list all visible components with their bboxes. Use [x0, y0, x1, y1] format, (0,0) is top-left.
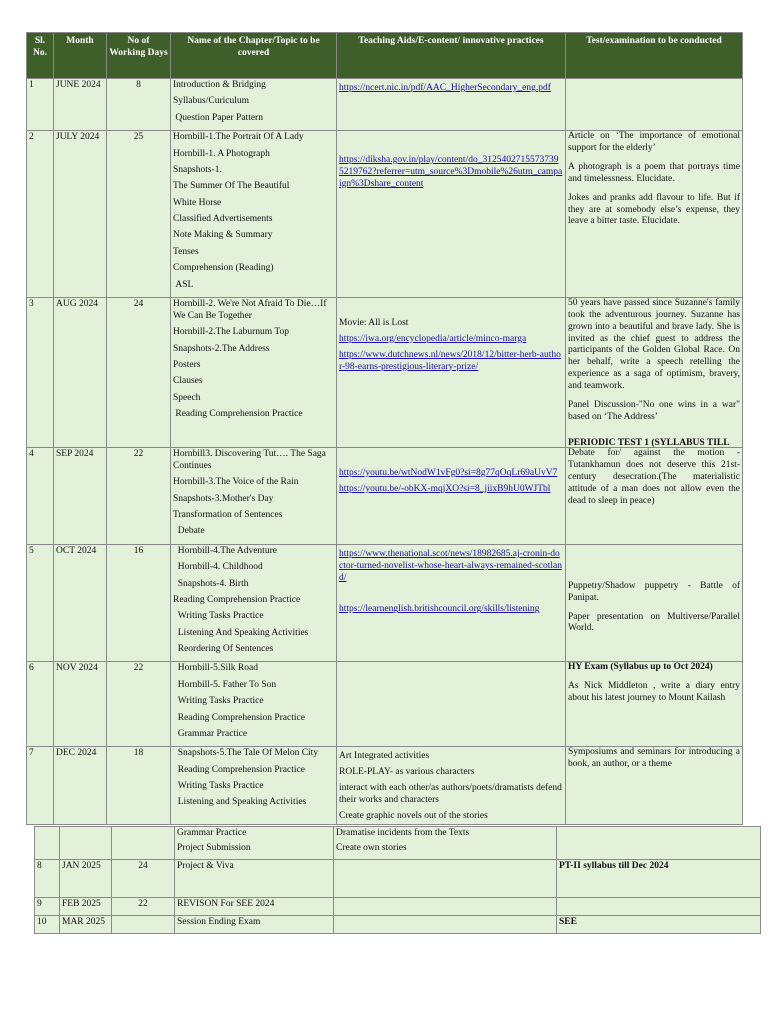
row-assessment [566, 747, 743, 824]
header-aids: Teaching Aids/E-content/ innovative practices [337, 33, 566, 79]
row-teaching-aids [334, 915, 557, 933]
topic-item: Snapshots-4. Birth [173, 578, 249, 589]
resource-link[interactable]: https://iwa.org/encyclopedia/article/minco-marga [339, 333, 527, 344]
topic-item: Classified Advertisements [173, 214, 273, 224]
topic-item: White Horse [173, 197, 222, 208]
row-topics [171, 131, 337, 298]
teaching-aid-text: Art Integrated activities [339, 751, 430, 762]
row-teaching-aids [337, 544, 566, 662]
row-topics [175, 827, 334, 860]
row-topics [171, 448, 337, 545]
row-working-days: 16 [107, 544, 171, 662]
row-working-days: 22 [107, 662, 171, 747]
topic-item: ASL [173, 279, 194, 290]
table-row [27, 747, 743, 824]
row-serial: 10 [35, 915, 60, 933]
row-topics [175, 915, 334, 933]
table-row [27, 297, 743, 458]
row-month: JULY 2024 [54, 131, 107, 298]
table-header-row [27, 33, 743, 79]
header-test: Test/examination to be conducted [566, 33, 743, 79]
topic-item: Snapshots-1. [173, 164, 222, 175]
teaching-aid-text: Create graphic novels out of the stories [339, 810, 488, 821]
row-topics [175, 897, 334, 915]
assessment-task: 50 years have passed since Suzanne's family took the adventurous journey. Suzanne has grown into a beautiful and brave lady. She is invited as the chief guest to address the participants of the Golden Global Race. On her behalf, write a speech retelling the experience as a saga of optimism, bravery, and teamwork. [568, 297, 740, 391]
topic-item: Grammar Practice [173, 728, 248, 739]
resource-link[interactable]: https://youtu.be/-obKX-mqjXO?si=8_jiixB9hU0WJTbl [339, 483, 551, 494]
assessment-task: Paper presentation on Multiverse/Parallel World. [568, 611, 740, 634]
table-row [27, 448, 743, 545]
row-topics [171, 79, 337, 131]
row-month: SEP 2024 [54, 448, 107, 545]
topic-item: Posters [173, 359, 201, 370]
row-topics [175, 859, 334, 897]
row-assessment [566, 131, 743, 298]
header-days: No of Working Days [107, 33, 171, 79]
row-teaching-aids [334, 897, 557, 915]
table-row [35, 897, 761, 915]
row-month: JUNE 2024 [54, 79, 107, 131]
row-teaching-aids [337, 297, 566, 458]
row-assessment [566, 448, 743, 545]
row-teaching-aids [337, 79, 566, 131]
row-teaching-aids [337, 131, 566, 298]
row-serial: 9 [35, 897, 60, 915]
topic-item: Writing Tasks Practice [173, 696, 264, 707]
row-teaching-aids [337, 662, 566, 747]
topic-item: Hornbill-5.Silk Road [173, 663, 258, 674]
topic-item: Listening And Speaking Activities [173, 627, 309, 638]
topic-item: The Summer Of The Beautiful [173, 181, 290, 192]
row-month: FEB 2025 [60, 897, 112, 915]
topic-item: Transformation of Sentences [173, 510, 283, 520]
row-topics [171, 662, 337, 747]
topic-item: Reading Comprehension Practice [173, 594, 301, 605]
row-month: DEC 2024 [54, 747, 107, 824]
topic-item: Clauses [173, 376, 203, 387]
topic-item: Debate [173, 526, 205, 537]
row-assessment [557, 827, 761, 860]
row-assessment [566, 662, 743, 747]
row-serial: 7 [27, 747, 54, 824]
table-row [35, 915, 761, 933]
teaching-aid-text: Dramatise incidents from the Texts [336, 828, 470, 838]
topic-item: Syllabus/Curiculum [173, 96, 249, 107]
row-serial: 3 [27, 297, 54, 458]
topic-item: Comprehension (Reading) [173, 263, 274, 274]
assessment-task: Debate for/ against the motion - Tutankhamun does not deserve this 21st-century desecration.(The materialistic attitude of a man does not allow even the dead to sleep in peace) [568, 448, 740, 506]
topic-item: Grammar Practice [177, 828, 247, 838]
row-topics [171, 544, 337, 662]
row-month [60, 827, 112, 860]
row-topics [171, 747, 337, 824]
row-month: MAR 2025 [60, 915, 112, 933]
row-serial: 8 [35, 859, 60, 897]
assessment-task: Puppetry/Shadow puppetry - Battle of Panipat. [568, 580, 740, 603]
syllabus-table-part-3 [34, 826, 761, 934]
topic-item: Hornbill-4.The Adventure [173, 545, 277, 556]
table-row [27, 79, 743, 131]
resource-link[interactable]: https://www.dutchnews.nl/news/2018/12/bitter-herb-author-98-earns-prestigious-literary-prize/ [339, 349, 561, 372]
table-row [35, 859, 761, 897]
assessment-task: Jokes and pranks add flavour to life. But if they are at somebody else’s expense, they leave a bitter taste. Elucidate. [568, 192, 740, 227]
resource-link[interactable]: https://diksha.gov.in/play/content/do_31254027155737395219762?referrer=utm_source%3Dmobile%26utm_campaign%3Dshare_content [339, 155, 563, 189]
row-serial: 1 [27, 79, 54, 131]
assessment-task: A photograph is a poem that portrays time and timelessness. Elucidate. [568, 161, 740, 184]
table-row [27, 131, 743, 298]
header-sl: Sl. No. [27, 33, 54, 79]
exam-label: HY Exam (Syllabus up to Oct 2024) [568, 662, 713, 673]
topic-item: Snapshots-5.The Tale Of Melon City [173, 748, 319, 759]
topic-item: Hornbill3. Discovering Tut…. The Saga Continues [173, 449, 329, 471]
topic-item: Speech [173, 392, 201, 403]
row-serial: 4 [27, 448, 54, 545]
row-assessment: SEE [557, 915, 761, 933]
row-teaching-aids [337, 448, 566, 545]
header-chapter: Name of the Chapter/Topic to be covered [171, 33, 337, 79]
topic-item: Project Submission [177, 842, 251, 853]
row-assessment [557, 897, 761, 915]
assessment-task: Article on ‘The importance of emotional support for the elderly’ [568, 131, 740, 153]
row-serial [35, 827, 60, 860]
row-teaching-aids [334, 827, 557, 860]
topic-item: Project & Viva [177, 860, 234, 871]
row-assessment: PT-II syllabus till Dec 2024 [557, 859, 761, 897]
topic-item: Reading Comprehension Practice [173, 712, 305, 723]
topic-item: REVISON For SEE 2024 [177, 898, 275, 909]
teaching-aid-text: Create own stories [336, 842, 407, 853]
assessment-task: As Nick Middleton , write a diary entry about his latest journey to Mount Kailash [568, 681, 740, 704]
syllabus-table-part-1 [26, 32, 743, 459]
row-assessment [566, 79, 743, 131]
row-month: OCT 2024 [54, 544, 107, 662]
resource-link[interactable]: https://youtu.be/wtNodW1vFg0?si=8g77qOqLr69aUvV7 [339, 468, 558, 478]
teaching-aid-text: Movie: All is Lost [339, 317, 409, 328]
topic-item: Introduction & Bridging [173, 80, 266, 90]
row-teaching-aids [337, 747, 566, 824]
row-working-days: 18 [107, 747, 171, 824]
teaching-aid-text: ROLE-PLAY- as various characters [339, 767, 475, 778]
topic-item: Tenses [173, 246, 199, 257]
topic-item: Hornbill-2. We're Not Afraid To Die…If We Can Be Together [173, 298, 329, 321]
row-serial: 5 [27, 544, 54, 662]
row-working-days: 22 [107, 448, 171, 545]
table-row [35, 827, 761, 860]
topic-item: Session Ending Exam [177, 916, 261, 927]
row-working-days: 24 [107, 297, 171, 458]
topic-item: Listening and Speaking Activities [173, 797, 307, 808]
topic-item: Hornbill-5. Father To Son [173, 679, 277, 690]
row-working-days: 22 [112, 897, 175, 915]
assessment-task: Panel Discussion-"No one wins in a war" based on ‘The Address’ [568, 399, 740, 422]
topic-item: Writing Tasks Practice [173, 611, 264, 622]
topic-item: Hornbill-3.The Voice of the Rain [173, 477, 299, 488]
topic-item: Question Paper Pattern [173, 112, 263, 123]
resource-link[interactable]: https://learnenglish.britishcouncil.org/skills/listening [339, 604, 540, 615]
teaching-aid-text: interact with each other/as authors/poets/dramatists defend their works and characters [339, 783, 562, 805]
table-row [27, 544, 743, 662]
syllabus-table-part-2 [26, 447, 743, 825]
topic-item: Hornbill-1.The Portrait Of A Lady [173, 132, 304, 143]
row-working-days: 25 [107, 131, 171, 298]
table-row [27, 662, 743, 747]
row-month: JAN 2025 [60, 859, 112, 897]
row-topics [171, 297, 337, 458]
resource-link[interactable]: https://ncert.nic.in/pdf/AAC_HigherSecondary_eng.pdf [339, 83, 551, 93]
row-month: AUG 2024 [54, 297, 107, 458]
row-working-days [112, 915, 175, 933]
row-month: NOV 2024 [54, 662, 107, 747]
topic-item: Reading Comprehension Practice [173, 764, 305, 775]
topic-item: Snapshots-2.The Address [173, 343, 270, 354]
topic-item: Reordering Of Sentences [173, 644, 274, 654]
row-assessment [566, 297, 743, 458]
row-working-days [112, 827, 175, 860]
row-working-days: 8 [107, 79, 171, 131]
topic-item: Writing Tasks Practice [173, 781, 264, 791]
exam-label: PERIODIC TEST 1 (SYLLABUS TILL [568, 437, 730, 448]
resource-link[interactable]: https://www.thenational.scot/news/18982685.aj-cronin-doctor-turned-novelist-whose-heart-always-remained-scotland/ [339, 548, 562, 583]
row-working-days: 24 [112, 859, 175, 897]
row-serial: 2 [27, 131, 54, 298]
topic-item: Reading Comprehension Practice [173, 409, 303, 419]
row-assessment [566, 544, 743, 662]
topic-item: Hornbill-4. Childhood [173, 562, 263, 573]
header-month: Month [54, 33, 107, 79]
topic-item: Note Making & Summary [173, 230, 273, 241]
row-teaching-aids [334, 859, 557, 897]
topic-item: Hornbill-1. A Photograph [173, 148, 270, 159]
topic-item: Snapshots-3.Mother's Day [173, 493, 274, 504]
row-serial: 6 [27, 662, 54, 747]
assessment-task: Symposiums and seminars for introducing a book, an author, or a theme [568, 747, 740, 770]
topic-item: Hornbill-2.The Laburnum Top [173, 327, 290, 338]
